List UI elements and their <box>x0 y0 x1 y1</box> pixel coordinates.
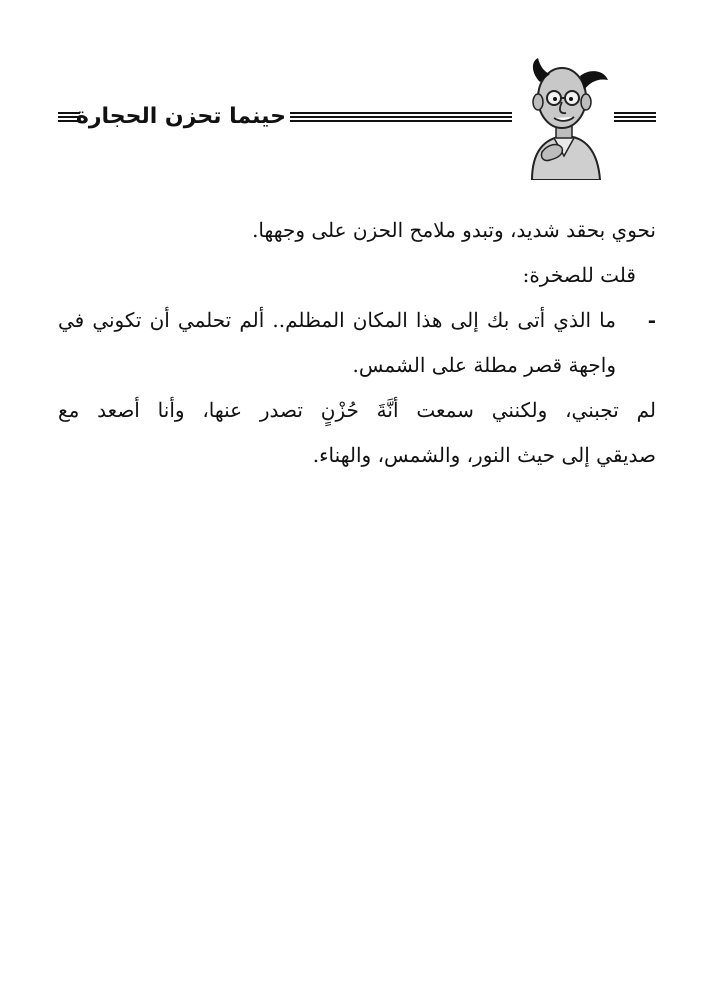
paragraph-line: لم تجبني، ولكنني سمعت أنَّةَ حُزْنٍ تصدر عنها، وأنا أصعد مع <box>58 398 656 422</box>
dialog-line: ما الذي أتى بك إلى هذا المكان المظلم.. ألم تحلمي أن تكوني في <box>58 308 616 332</box>
dialog-line: واجهة قصر مطلة على الشمس. <box>352 353 616 377</box>
dialog-dash: - <box>647 308 656 332</box>
paragraph-line: صديقي إلى حيث النور، والشمس، والهناء. <box>312 443 656 467</box>
cartoon-character-thinking-icon <box>514 52 612 180</box>
dialog-block <box>58 298 656 388</box>
header-rule-middle <box>290 112 512 124</box>
paragraph-line: قلت للصخرة: <box>522 263 636 287</box>
paragraph-line: نحوي بحقد شديد، وتبدو ملامح الحزن على وجهها. <box>252 218 656 242</box>
body-text <box>58 208 656 478</box>
chapter-title: حينما تحزن الحجارة <box>75 104 286 129</box>
header-rule-right <box>614 112 656 124</box>
page-header <box>58 52 656 182</box>
